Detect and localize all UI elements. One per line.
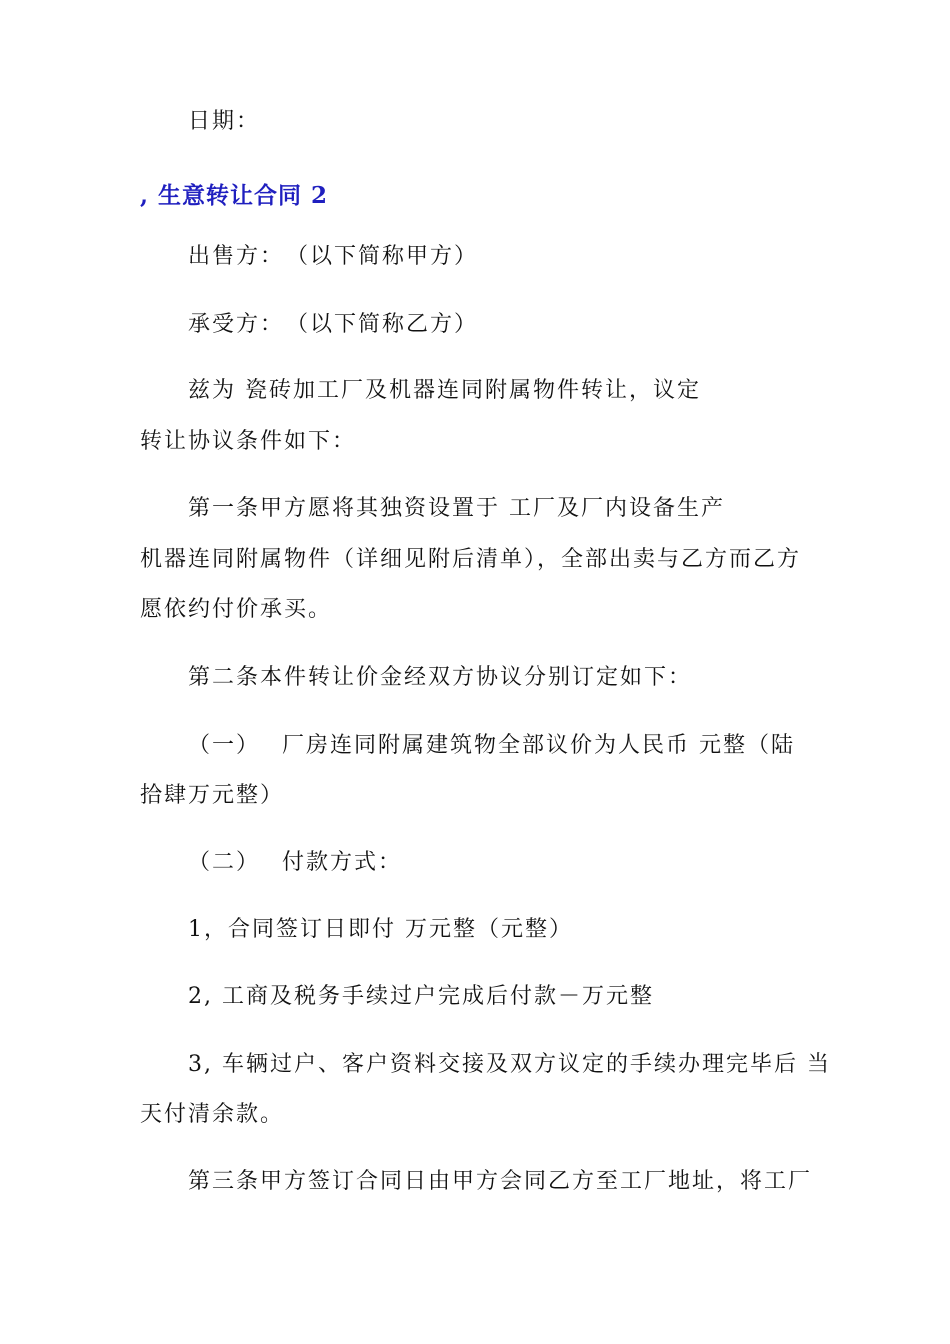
buyer-line: 承受方： （以下简称乙方）	[188, 312, 479, 337]
article-3-line-1: 第三条甲方签订合同日由甲方会同乙方至工厂地址，将工厂	[188, 1169, 813, 1194]
payment-2: 2, 工商及税务手续过户完成后付款－万元整	[188, 984, 654, 1009]
article-1-line-1: 第一条甲方愿将其独资设置于 工厂及厂内设备生产	[188, 496, 725, 521]
date-label: 日期：	[188, 109, 261, 134]
article-1-line-3: 愿依约付价承买。	[140, 597, 333, 622]
item-1-line-2: 拾肆万元整）	[140, 783, 285, 808]
article-1-line-2: 机器连同附属物件（详细见附后清单），全部出卖与乙方而乙方	[140, 547, 802, 572]
preamble-line-1: 兹为 瓷砖加工厂及机器连同附属物件转让，议定	[188, 378, 701, 403]
section-title: , 生意转让合同 2	[140, 182, 329, 209]
article-2: 第二条本件转让价金经双方协议分别订定如下：	[188, 665, 693, 690]
payment-3-line-1: 3, 车辆过户、客户资料交接及双方议定的手续办理完毕后 当	[188, 1052, 831, 1077]
payment-3-line-2: 天付清余款。	[140, 1102, 285, 1127]
item-2: （二） 付款方式：	[188, 850, 402, 875]
payment-1: 1，合同签订日即付 万元整（元整）	[188, 917, 573, 942]
seller-line: 出售方： （以下简称甲方）	[188, 244, 479, 269]
preamble-line-2: 转让协议条件如下：	[140, 429, 357, 454]
item-1-line-1: （一） 厂房连同附属建筑物全部议价为人民币 元整（陆	[188, 733, 795, 758]
